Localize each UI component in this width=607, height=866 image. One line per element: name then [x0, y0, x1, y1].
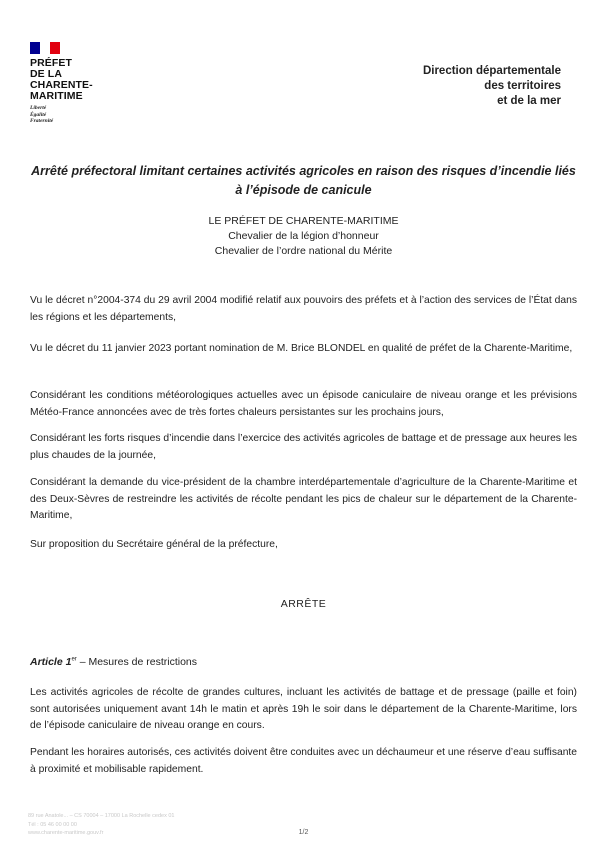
recital-paragraph: Vu le décret du 11 janvier 2023 portant nomination de M. Brice BLONDEL en qualité de préfet de la Charente-Maritime,: [30, 343, 573, 354]
prefet-logo: [30, 42, 140, 125]
article-title: – Mesures de restrictions: [76, 656, 197, 668]
direction-line: et de la mer: [497, 95, 561, 107]
direction-line: des territoires: [484, 80, 561, 92]
document-title: Arrêté préfectoral limitant certaines activités agricoles en raison des risques d’incendie liés à l’épisode de canicule: [31, 164, 576, 197]
logo-line: CHARENTE-: [30, 79, 93, 91]
signatory-honor: Chevalier de l’ordre national du Mérite: [214, 245, 393, 257]
direction-line: Direction départementale: [422, 65, 561, 77]
flag-red: [50, 42, 60, 54]
article-paragraph: Pendant les horaires autorisés, ces activités doivent être conduites avec un déchaumeur et une réserve d’eau suffisante à proximité et mobilisable rapidement.: [30, 747, 578, 775]
page-number: 1/2: [298, 829, 309, 836]
article-paragraph: Les activités agricoles de récolte de grandes cultures, incluant les activités de battage et de pressage (paille et foin) sont autorisées uniquement avant 14h le matin et après 19h le soir dans le département de la Charente-Maritime, lors de l’épisode caniculaire de niveau orange en cours.: [30, 687, 577, 731]
motto-line: Égalité: [30, 111, 47, 118]
flag-white: [40, 42, 50, 54]
footer-line: 89 rue Anatole... – CS 70004 – 17000 La Rochelle cedex 01: [28, 813, 175, 819]
republic-motto: [30, 105, 140, 125]
signatory-name: LE PRÉFET DE CHARENTE-MARITIME: [208, 215, 399, 227]
recital-paragraph: Sur proposition du Secrétaire général de la préfecture,: [30, 539, 278, 550]
footer-line: Tél : 05 46 00 00 00: [28, 821, 77, 828]
motto-line: Liberté: [30, 105, 47, 111]
footer-line: www.charente-maritime.gouv.fr: [28, 830, 104, 836]
recital-paragraph: Considérant les forts risques d’incendie dans l’exercice des activités agricoles de battage et de pressage aux heures les plus chaudes de la journée,: [30, 433, 577, 461]
motto-line: Fraternité: [30, 118, 54, 124]
logo-line: PRÉFET: [30, 57, 73, 69]
recital-paragraph: Considérant la demande du vice-président de la chambre interdépartementale d’agriculture de la Charente-Maritime et des Deux-Sèvres de restreindre les activités de récolte pendant les pics de chaleur sur le département de la Charente-Maritime,: [30, 477, 577, 521]
issuing-direction: [423, 64, 561, 109]
logo-line: MARITIME: [30, 90, 83, 102]
recital-paragraph: Considérant les conditions météorologiques actuelles avec un épisode caniculaire de niveau orange et les prévisions Météo-France annoncées avec de très fortes chaleurs persistantes sur les prochains jours,: [30, 390, 577, 418]
arrete-heading: ARRÊTE: [280, 598, 327, 610]
flag-blue: [30, 42, 40, 54]
signatory-honor: Chevalier de la légion d’honneur: [228, 230, 379, 242]
recital-paragraph: Vu le décret n°2004-374 du 29 avril 2004 modifié relatif aux pouvoirs des préfets et à l’action des services de l’État dans les régions et les départements,: [30, 295, 577, 323]
marianne-flag-icon: [30, 42, 60, 54]
article-number-suffix: er: [71, 656, 77, 663]
article-heading: [30, 656, 197, 668]
article-number: Article 1: [30, 656, 72, 668]
signatory-block: [0, 214, 607, 259]
logo-line: DE LA: [30, 68, 62, 80]
logo-title: [30, 58, 140, 102]
